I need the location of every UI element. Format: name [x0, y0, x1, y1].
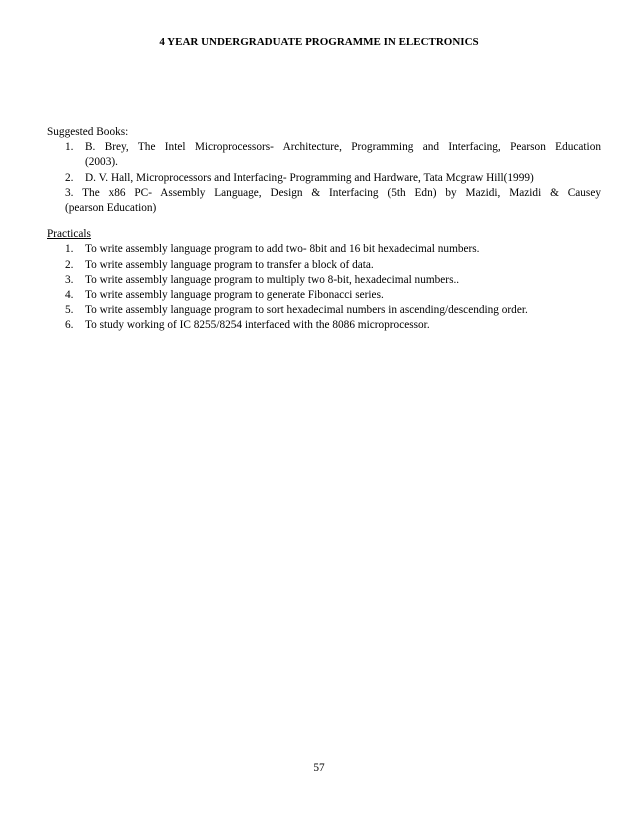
practical-item-number: 6.: [65, 319, 74, 332]
book-item-line: (pearson Education): [65, 202, 157, 215]
practical-item-text: To study working of IC 8255/8254 interfaced with the 8086 microprocessor.: [85, 319, 430, 332]
practical-item-text: To write assembly language program to add two- 8bit and 16 bit hexadecimal numbers.: [85, 243, 480, 256]
practical-item: [47, 258, 601, 273]
practical-item: [47, 288, 601, 303]
practical-item: [47, 273, 601, 288]
practicals-heading: Practicals: [47, 228, 91, 241]
practical-item-number: 3.: [65, 273, 74, 286]
page-number: 57: [313, 762, 325, 774]
practical-item-text: To write assembly language program to sort hexadecimal numbers in ascending/descending order.: [85, 304, 528, 317]
book-item-text: D. V. Hall, Microprocessors and Interfacing- Programming and Hardware, Tata Mcgraw Hill(1999): [85, 171, 534, 184]
book-item-number: 2.: [65, 171, 74, 184]
suggested-books-heading: Suggested Books:: [47, 126, 129, 138]
practical-item-text: To write assembly language program to transfer a block of data.: [85, 258, 374, 271]
practical-item: [47, 318, 601, 333]
book-item: [47, 186, 601, 216]
book-item-line: 3. The x86 PC- Assembly Language, Design & Interfacing (5th Edn) by Mazidi, Mazidi & Causey: [65, 186, 601, 199]
book-item-line: B. Brey, The Intel Microprocessors- Architecture, Programming and Interfacing, Pearson Education: [85, 141, 601, 154]
book-item-number: 1.: [65, 141, 74, 154]
book-item-line: (2003).: [85, 156, 118, 169]
book-item: [47, 140, 601, 170]
practical-item-text: To write assembly language program to multiply two 8-bit, hexadecimal numbers..: [85, 273, 460, 286]
practical-item: [47, 242, 601, 257]
practical-item: [47, 303, 601, 318]
page-content: [47, 125, 601, 334]
practical-item-number: 1.: [65, 243, 74, 256]
practical-item-number: 2.: [65, 258, 74, 271]
practical-item-number: 4.: [65, 289, 74, 302]
page-header: 4 YEAR UNDERGRADUATE PROGRAMME IN ELECTRONICS: [159, 36, 479, 48]
practical-item-text: To write assembly language program to generate Fibonacci series.: [85, 289, 384, 302]
book-item: [47, 171, 601, 186]
practical-item-number: 5.: [65, 304, 74, 317]
